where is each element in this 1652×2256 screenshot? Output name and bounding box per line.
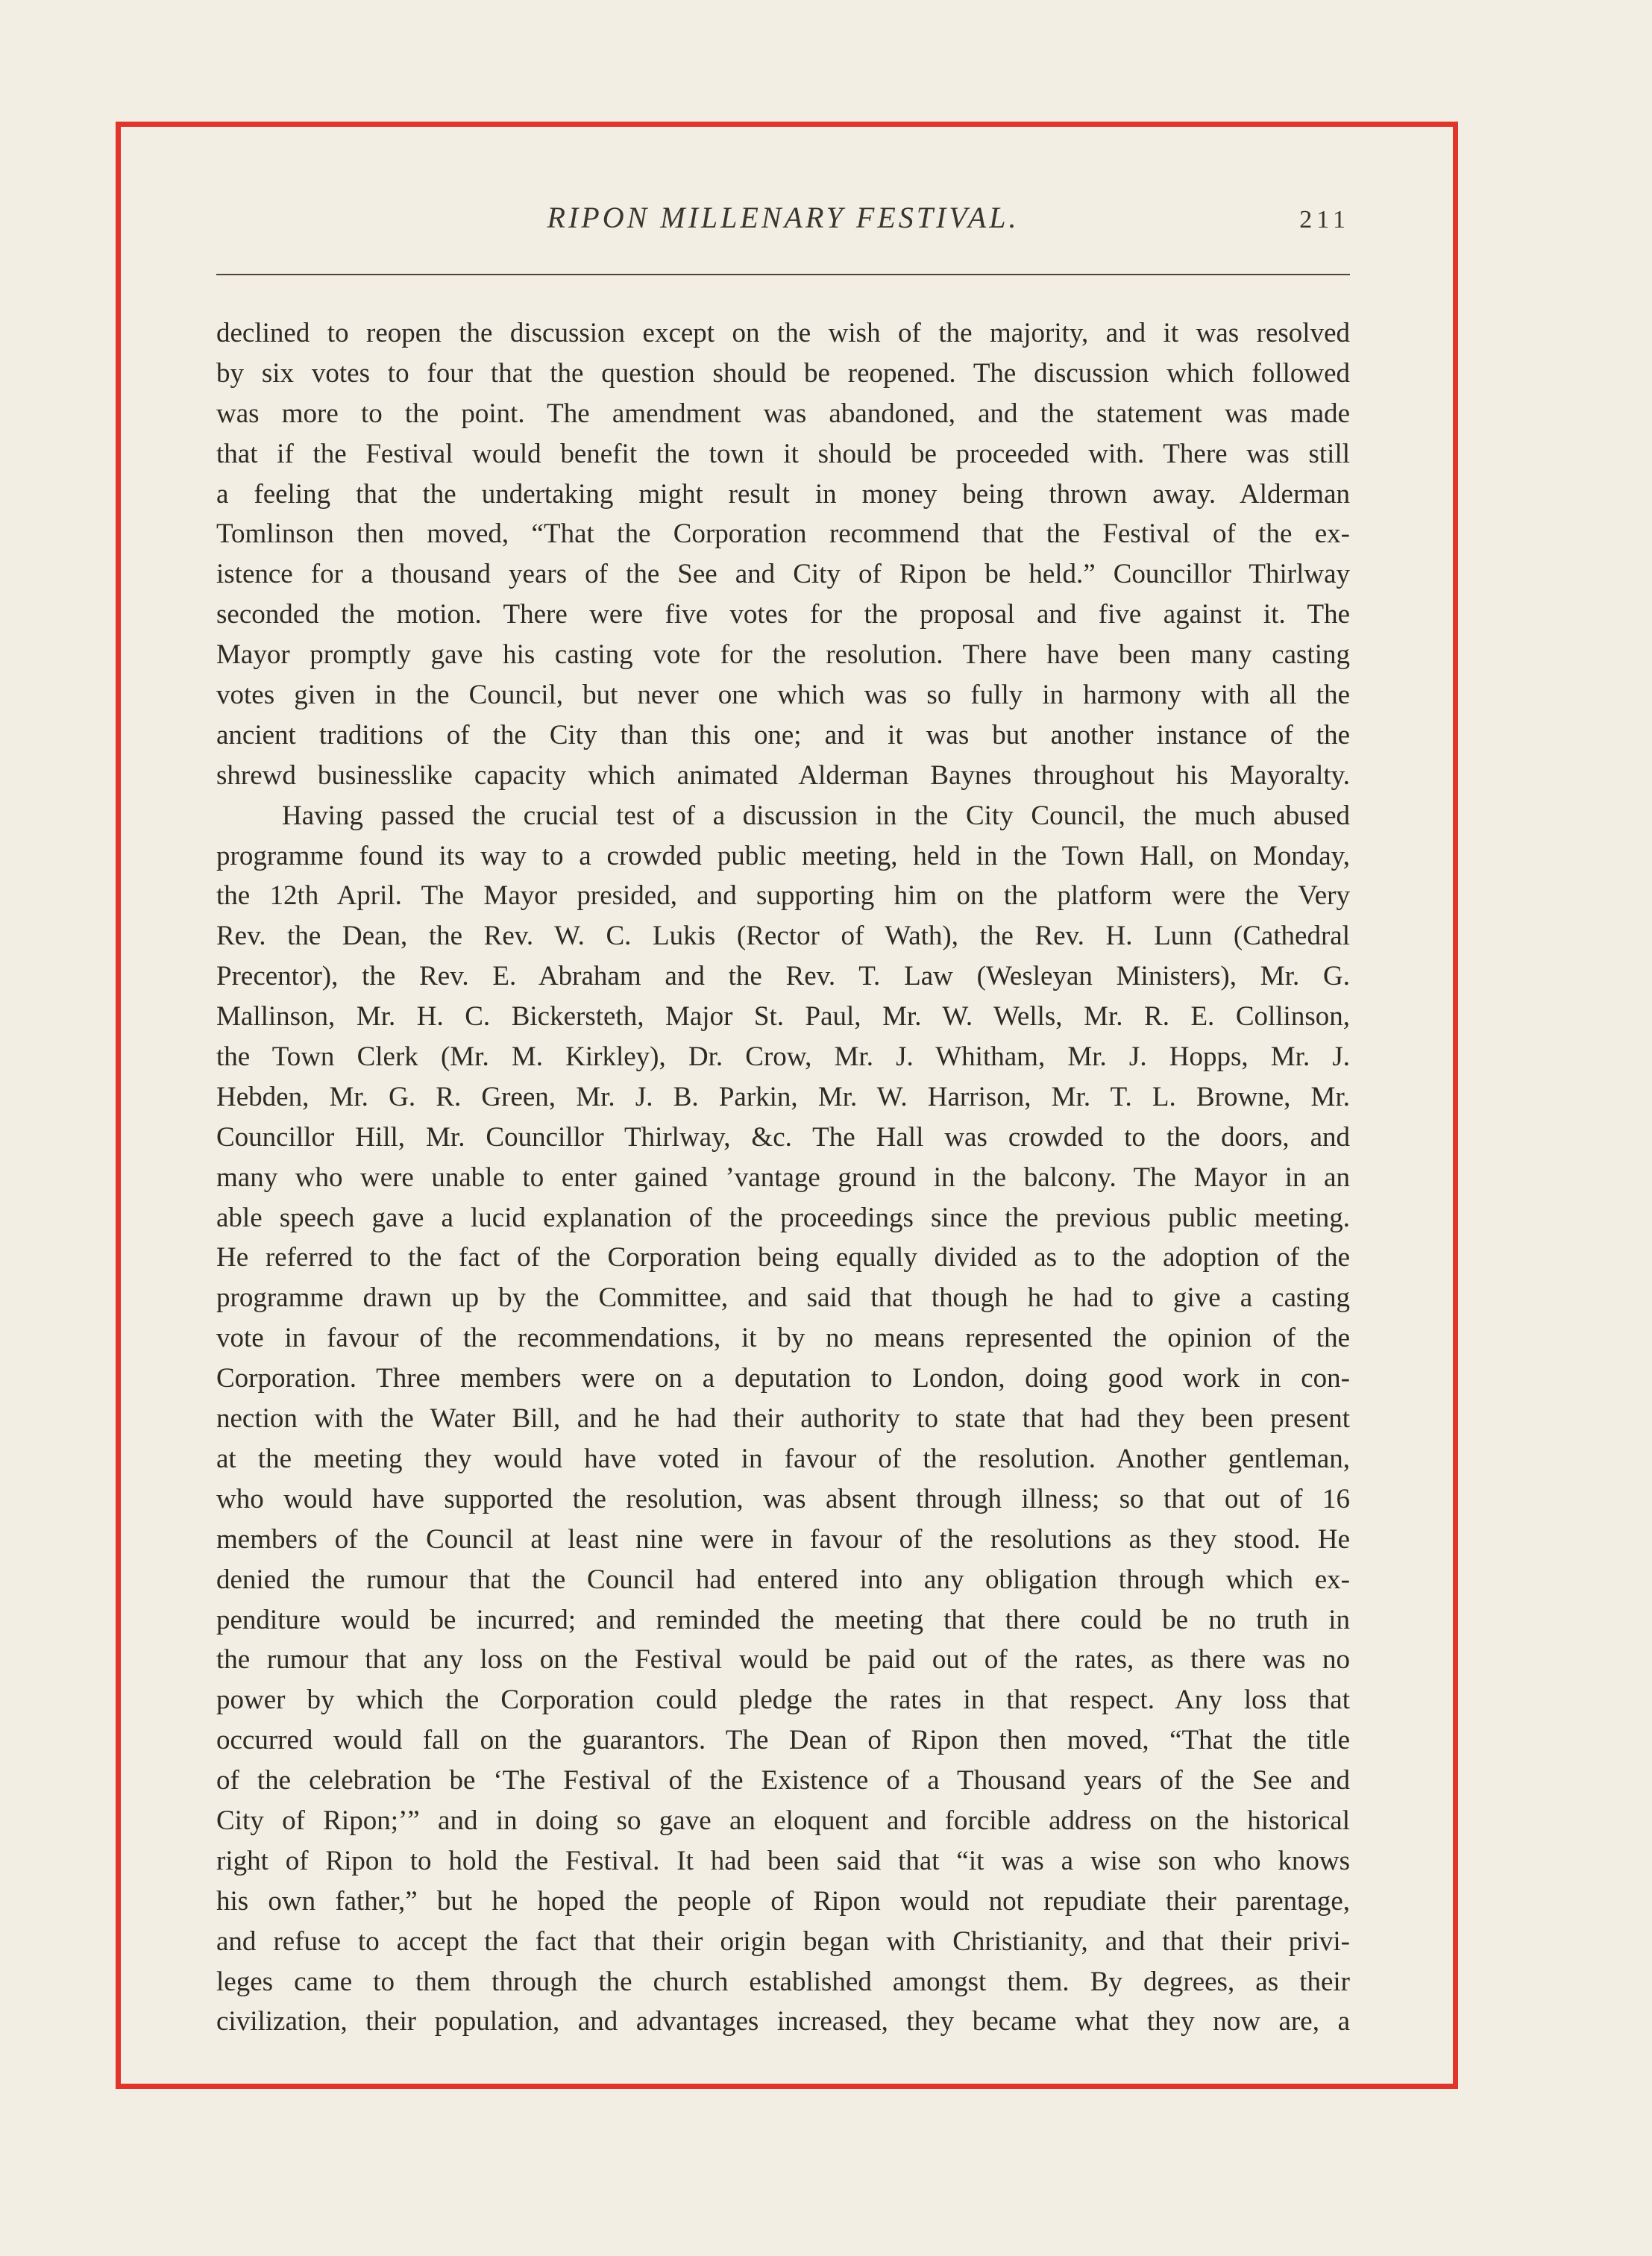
text-line: vote in favour of the recommendations, it by no means represented the opinion of the bbox=[216, 1323, 1350, 1354]
text-line: the 12th April. The Mayor presided, and supporting him on the platform were the Very bbox=[216, 880, 1350, 912]
text-line: able speech gave a lucid explanation of the proceedings since the previous public meeting. bbox=[216, 1202, 1350, 1233]
text-line: many who were unable to enter gained ’vantage ground in the balcony. The Mayor in an bbox=[216, 1162, 1350, 1193]
text-line: by six votes to four that the question should be reopened. The discussion which followed bbox=[216, 357, 1350, 389]
running-head-title: RIPON MILLENARY FESTIVAL. bbox=[547, 201, 1020, 234]
text-line: nection with the Water Bill, and he had their authority to state that had they been present bbox=[216, 1403, 1350, 1435]
text-line: declined to reopen the discussion except on the wish of the majority, and it was resolved bbox=[216, 318, 1350, 348]
text-line: leges came to them through the church established amongst them. By degrees, as their bbox=[216, 1966, 1350, 1997]
text-line: of the celebration be ‘The Festival of the Existence of a Thousand years of the See and bbox=[216, 1765, 1350, 1796]
text-line: Rev. the Dean, the Rev. W. C. Lukis (Rector of Wath), the Rev. H. Lunn (Cathedral bbox=[216, 921, 1350, 952]
running-head bbox=[216, 200, 1350, 252]
text-line: penditure would be incurred; and reminded the meeting that there could be no truth in bbox=[216, 1604, 1350, 1635]
text-line: power by which the Corporation could pledge the rates in that respect. Any loss that bbox=[216, 1685, 1350, 1716]
text-line: occurred would fall on the guarantors. The Dean of Ripon then moved, “That the title bbox=[216, 1725, 1350, 1756]
text-line: and refuse to accept the fact that their origin began with Christianity, and that their privi- bbox=[216, 1926, 1350, 1957]
text-line: a feeling that the undertaking might result in money being thrown away. Alderman bbox=[216, 478, 1350, 510]
text-line: programme found its way to a crowded public meeting, held in the Town Hall, on Monday, bbox=[216, 840, 1350, 871]
page-number: 211 bbox=[1299, 206, 1350, 234]
paragraph-start-line: Having passed the crucial test of a discussion in the City Council, the much abused bbox=[282, 800, 1350, 831]
text-line: the Town Clerk (Mr. M. Kirkley), Dr. Crow, Mr. J. Whitham, Mr. J. Hopps, Mr. J. bbox=[216, 1041, 1350, 1073]
text-line: was more to the point. The amendment was abandoned, and the statement was made bbox=[216, 398, 1350, 429]
text-line: that if the Festival would benefit the town it should be proceeded with. There was still bbox=[216, 438, 1350, 469]
text-line: programme drawn up by the Committee, and said that though he had to give a casting bbox=[216, 1282, 1350, 1314]
text-line: City of Ripon;’” and in doing so gave an eloquent and forcible address on the historical bbox=[216, 1805, 1350, 1836]
text-line: seconded the motion. There were five votes for the proposal and five against it. The bbox=[216, 599, 1350, 630]
text-line: members of the Council at least nine were in favour of the resolutions as they stood. He bbox=[216, 1523, 1350, 1555]
text-line: right of Ripon to hold the Festival. It had been said that “it was a wise son who knows bbox=[216, 1845, 1350, 1876]
text-line: Tomlinson then moved, “That the Corporation recommend that the Festival of the ex- bbox=[216, 518, 1350, 550]
text-line: Councillor Hill, Mr. Councillor Thirlway, &c. The Hall was crowded to the doors, and bbox=[216, 1121, 1350, 1153]
text-line: his own father,” but he hoped the people of Ripon would not repudiate their parentage, bbox=[216, 1885, 1350, 1917]
text-line: Hebden, Mr. G. R. Green, Mr. J. B. Parkin, Mr. W. Harrison, Mr. T. L. Browne, Mr. bbox=[216, 1081, 1350, 1112]
header-rule bbox=[216, 274, 1350, 275]
text-line: at the meeting they would have voted in favour of the resolution. Another gentleman, bbox=[216, 1443, 1350, 1474]
body-text bbox=[216, 313, 1350, 2042]
text-line: Mayor promptly gave his casting vote for the resolution. There have been many casting bbox=[216, 639, 1350, 671]
text-line: istence for a thousand years of the See and City of Ripon be held.” Councillor Thirlway bbox=[216, 559, 1350, 590]
text-line: shrewd businesslike capacity which animated Alderman Baynes throughout his Mayoralty. bbox=[216, 759, 1350, 791]
text-line: ancient traditions of the City than this one; and it was but another instance of the bbox=[216, 719, 1350, 751]
text-line: denied the rumour that the Council had entered into any obligation through which ex- bbox=[216, 1564, 1350, 1595]
text-line: Mallinson, Mr. H. C. Bickersteth, Major St. Paul, Mr. W. Wells, Mr. R. E. Collinson, bbox=[216, 1001, 1350, 1033]
text-line: the rumour that any loss on the Festival would be paid out of the rates, as there was no bbox=[216, 1644, 1350, 1676]
text-line: Corporation. Three members were on a deputation to London, doing good work in con- bbox=[216, 1363, 1350, 1394]
text-line: He referred to the fact of the Corporation being equally divided as to the adoption of the bbox=[216, 1242, 1350, 1273]
text-line: who would have supported the resolution, was absent through illness; so that out of 16 bbox=[216, 1483, 1350, 1514]
text-line: Precentor), the Rev. E. Abraham and the Rev. T. Law (Wesleyan Ministers), Mr. G. bbox=[216, 961, 1350, 992]
text-line: civilization, their population, and advantages increased, they became what they now are, a bbox=[216, 2006, 1350, 2037]
text-line: votes given in the Council, but never one which was so fully in harmony with all the bbox=[216, 680, 1350, 711]
